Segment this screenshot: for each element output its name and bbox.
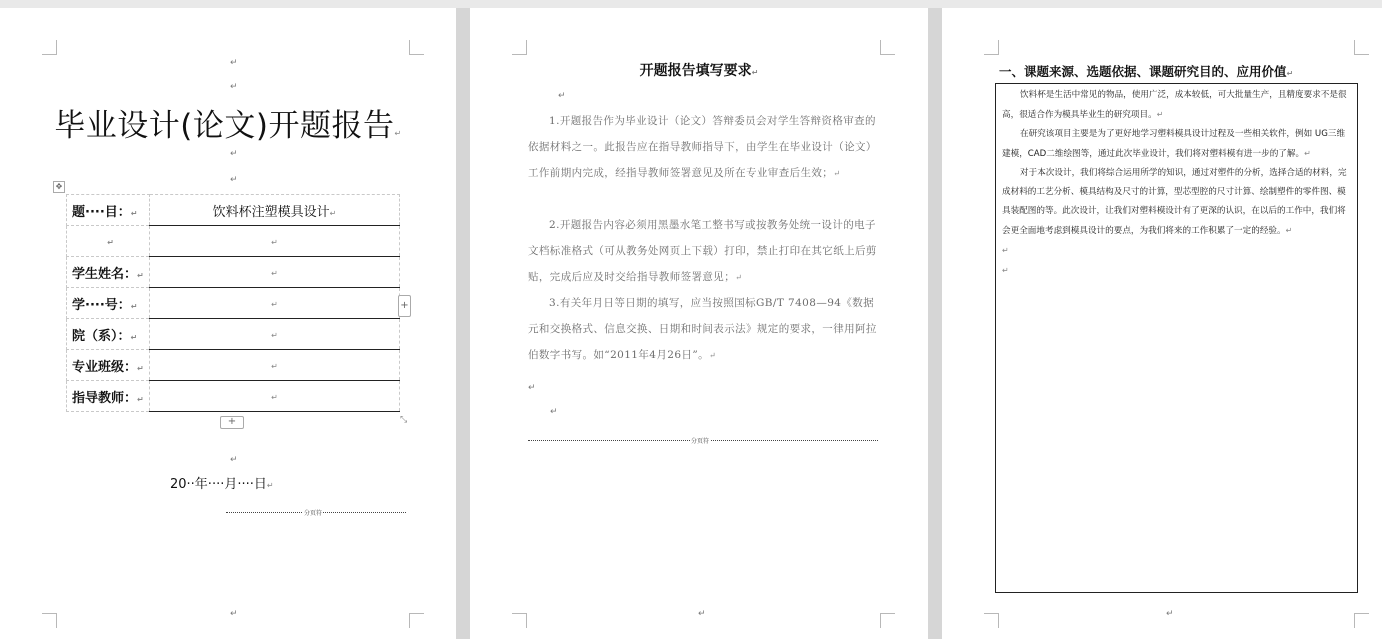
paragraph-mark: ↵ (230, 82, 238, 92)
paragraph-mark: ↵ (230, 455, 238, 465)
topic-field-line2[interactable]: ↵ (150, 226, 400, 257)
crop-mark (512, 613, 527, 628)
paragraph-mark: ↵ (230, 609, 238, 619)
form-label: 学生姓名：↵ (67, 257, 150, 288)
add-row-button[interactable]: + (398, 295, 411, 317)
form-label: 院（系）：↵ (67, 319, 150, 350)
major-class-field[interactable]: ↵ (150, 350, 400, 381)
crop-mark (1354, 40, 1369, 55)
paragraph-mark: ↵ (558, 91, 566, 101)
table-resize-handle[interactable]: ⤡ (400, 415, 408, 425)
requirement-item[interactable]: 1.开题报告作为毕业设计（论文）答辩委员会对学生答辩资格审查的依据材料之一。此报告应在指导教师指导下，由学生在毕业设计（论文）工作前期内完成，经指导教师签署意见及所在专业审查后生效；↵ (528, 115, 877, 179)
table-row (67, 288, 400, 319)
department-field[interactable]: ↵ (150, 319, 400, 350)
section-break-label: 分页符 (304, 510, 323, 517)
crop-mark (409, 613, 424, 628)
student-name-field[interactable]: ↵ (150, 257, 400, 288)
form-label: 题····目：↵ (67, 195, 150, 226)
paragraph-mark: ↵ (266, 481, 274, 490)
cover-info-table (66, 194, 400, 412)
paragraph-mark: ↵ (230, 149, 238, 159)
requirement-item[interactable]: 3.有关年月日等日期的填写，应当按照国标GB/T 7408—94《数据元和交换格式、信息交换、日期和时间表示法》规定的要求，一律用阿拉伯数字书写。如“2011年4月26日”。↵ (528, 297, 877, 361)
crop-mark (984, 40, 999, 55)
paragraph-mark: ↵ (550, 407, 558, 417)
table-row (67, 381, 400, 412)
page-section-one[interactable] (942, 8, 1382, 639)
page-requirements[interactable] (470, 8, 928, 639)
section-heading-text: 一、课题来源、选题依据、课题研究目的、应用价值 (999, 64, 1287, 79)
table-row (67, 257, 400, 288)
date-text: 20··年····月····日 (170, 477, 267, 492)
crop-mark (1354, 613, 1369, 628)
content-frame[interactable] (995, 83, 1358, 593)
paragraph-mark: ↵ (394, 129, 402, 138)
crop-mark (880, 40, 895, 55)
add-column-button[interactable]: + (220, 416, 244, 429)
crop-mark (42, 40, 57, 55)
crop-mark (880, 613, 895, 628)
body-paragraph[interactable]: 在研究该项目主要是为了更好地学习塑料模具设计过程及一些相关软件，例如 UG三维建模，CAD二维绘图等，通过此次毕业设计，我们将对塑料模有进一步的了解。↵ (1002, 129, 1346, 159)
paragraph-mark: ↵ (230, 175, 238, 185)
table-row (67, 319, 400, 350)
section-heading[interactable] (999, 62, 1293, 80)
form-label: ↵ (67, 226, 150, 257)
crop-mark (42, 613, 57, 628)
empty-paragraph[interactable]: ↵ (1002, 266, 1009, 275)
table-row (67, 226, 400, 257)
date-line[interactable] (170, 473, 274, 492)
paragraph-mark: ↵ (528, 383, 536, 393)
paragraph-mark: ↵ (230, 58, 238, 68)
body-paragraph[interactable]: 对于本次设计，我们将综合运用所学的知识，通过对塑件的分析，选择合适的材料，完成材料的工艺分析、模具结构及尺寸的计算，型芯型腔的尺寸计算、绘制塑件的零件图、模具装配图的等。此次设计，让我们对塑料模设计有了更深的认识，在以后的工作中，我们将会更全面地考虑到模具设计的要点，为我们将来的工作积累了一定的经验。↵ (1002, 168, 1347, 236)
crop-mark (409, 40, 424, 55)
paragraph-mark: ↵ (698, 609, 706, 619)
student-id-field[interactable]: ↵ (150, 288, 400, 319)
section-body (1002, 86, 1350, 281)
section-break-label: 分页符 (691, 438, 710, 445)
crop-mark (512, 40, 527, 55)
requirement-item[interactable]: 2.开题报告内容必须用黑墨水笔工整书写或按教务处统一设计的电子文档标准格式（可从教务处网页上下载）打印，禁止打印在其它纸上后剪贴，完成后应及时交给指导教师签署意见；↵ (528, 219, 877, 283)
top-bar (0, 0, 1382, 8)
topic-field[interactable]: 饮料杯注塑模具设计↵ (150, 195, 400, 226)
empty-paragraph[interactable]: ↵ (1002, 246, 1009, 255)
paragraph-mark: ↵ (1286, 69, 1294, 78)
requirements-title[interactable] (470, 60, 928, 80)
requirements-title-text: 开题报告填写要求 (639, 63, 752, 79)
table-row (67, 350, 400, 381)
paragraph-mark: ↵ (751, 68, 759, 77)
page-cover[interactable] (0, 8, 456, 639)
paragraph-mark: ↵ (1166, 609, 1174, 619)
table-move-handle[interactable]: ✥ (53, 181, 65, 193)
table-row (67, 195, 400, 226)
form-label: 专业班级：↵ (67, 350, 150, 381)
body-paragraph[interactable]: 饮料杯是生活中常见的物品，使用广泛，成本较低，可大批量生产，且精度要求不是很高，很适合作为模具毕业生的研究项目。↵ (1002, 90, 1347, 120)
document-title-text: 毕业设计(论文)开题报告 (54, 108, 395, 144)
document-title[interactable] (0, 100, 456, 145)
form-label: 学····号：↵ (67, 288, 150, 319)
advisor-field[interactable]: ↵ (150, 381, 400, 412)
form-label: 指导教师：↵ (67, 381, 150, 412)
crop-mark (984, 613, 999, 628)
